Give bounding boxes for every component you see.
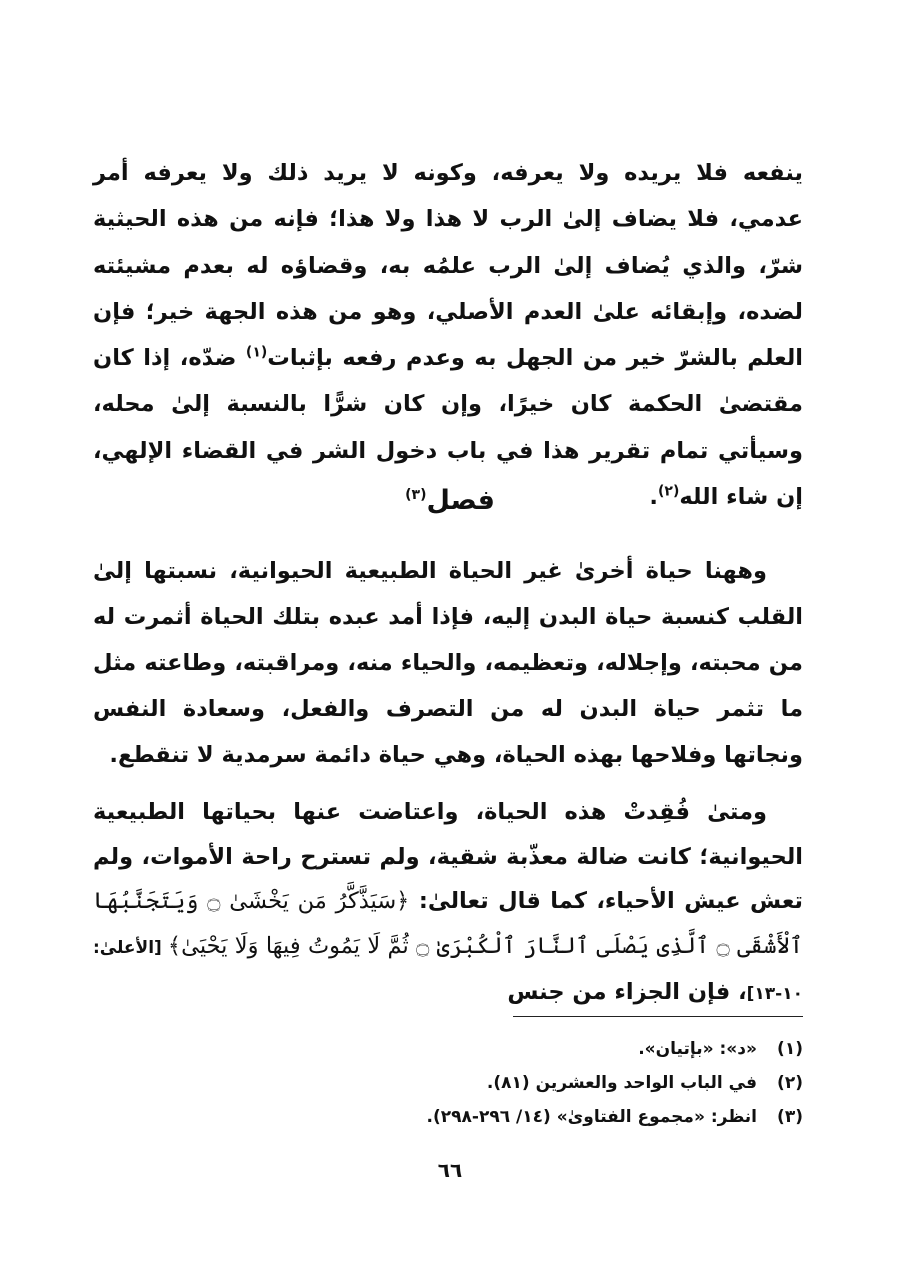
paragraph-text: ومتىٰ فُقِدتْ هذه الحياة، واعتاضت عنها بحياتها الطبيعية الحيوانية؛ كانت ضالة معذّبة شقية، ولم تسترح راحة الأموات، ولم تعش عيش الأحياء، كما قال تعالىٰ: <box>93 799 803 914</box>
footnote-number: (٢) <box>777 1073 803 1093</box>
footnote-item <box>93 1032 803 1066</box>
footnote-item <box>93 1100 803 1134</box>
footnote-divider <box>513 1016 803 1017</box>
quran-verse: ﴿سَيَذَّكَّرُ مَن يَخْشَىٰ ۝ وَيَتَجَنَّبُهَا ٱلْأَشْقَى ۝ ٱلَّذِى يَصْلَى ٱلنَّارَ ٱلْكُبْرَىٰ ۝ ثُمَّ لَا يَمُوتُ فِيهَا وَلَا يَحْيَىٰ﴾ <box>93 888 803 959</box>
footnote-number: (١) <box>777 1039 803 1059</box>
footnote-number: (٣) <box>777 1107 803 1127</box>
body-paragraph-1 <box>93 150 803 520</box>
paragraph-text: وههنا حياة أخرىٰ غير الحياة الطبيعية الحيوانية، نسبتها إلىٰ القلب كنسبة حياة البدن إليه، فإذا أمد عبده بتلك الحياة أثمرت له من محبته، وإجلاله، وتعظيمه، والحياء منه، ومراقبته، وطاعته مثل ما تثمر حياة البدن له من التصرف والفعل، وسعادة النفس ونجاتها وفلاحها بهذه الحياة، وهي حياة دائمة سرمدية لا تنقطع. <box>93 558 803 768</box>
section-title: فصل <box>426 485 495 516</box>
section-heading <box>0 485 900 516</box>
paragraph-text: ينفعه فلا يريده ولا يعرفه، وكونه لا يريد ذلك ولا يعرفه أمر عدمي، فلا يضاف إلىٰ الرب لا هذا ولا هذا؛ فإنه من هذه الحيثية شرّ، والذي يُضاف إلىٰ الرب علمُه به، وقضاؤه له بعدم مشيئته لضده، وإبقائه علىٰ العدم الأصلي، وهو من هذه الجهة خير؛ فإن العلم بالشرّ خير من الجهل به وعدم رفعه بإثبات <box>93 160 804 372</box>
footnote-marker-3[interactable]: (٣) <box>405 487 427 503</box>
footnote-marker-2[interactable]: (٢) <box>657 483 680 500</box>
page-number: ٦٦ <box>437 1158 463 1182</box>
footnote-text: في الباب الواحد والعشرين (٨١). <box>486 1073 757 1093</box>
footnote-text: «د»: «بإتيان». <box>638 1039 757 1059</box>
verse-reference: [الأعلىٰ: ١٠-١٣] <box>93 937 803 1004</box>
paragraph-text: ، فإن الجزاء من جنس <box>507 979 747 1005</box>
paragraph-text: ضدّه، إذا كان مقتضىٰ الحكمة كان خيرًا، وإن كان شرًّا بالنسبة إلىٰ محله، وسيأتي تمام تقرير هذا في باب دخول الشر في القضاء الإلهي، إن شاء الله <box>93 345 803 511</box>
footnote-text: انظر: «مجموع الفتاوىٰ» (١٤/ ٢٩٦-٢٩٨). <box>426 1107 757 1127</box>
body-paragraph-3 <box>93 790 803 1017</box>
footnote-item <box>93 1066 803 1100</box>
paragraph-end-mark: . <box>649 484 658 511</box>
footnote-marker-1[interactable]: (١) <box>245 344 268 361</box>
footnotes <box>93 1032 803 1134</box>
body-paragraph-2 <box>93 548 803 778</box>
